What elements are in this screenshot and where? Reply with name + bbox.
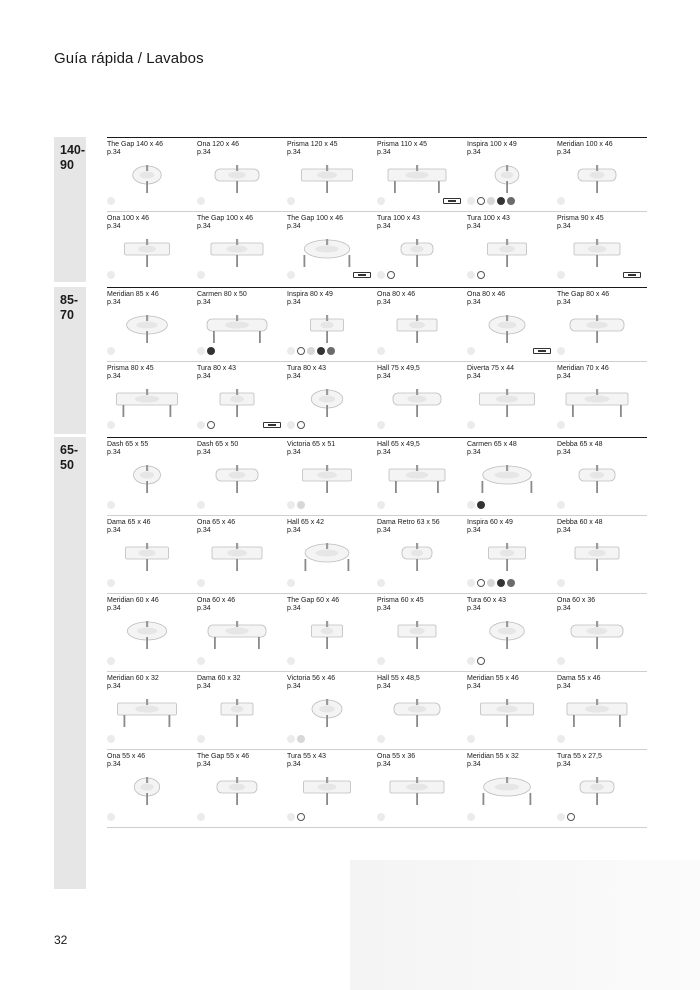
washbasin-image <box>467 615 547 660</box>
washbasin-item <box>377 137 467 211</box>
washbasin-name: Meridian 55 x 46 <box>467 675 519 682</box>
washbasin-image <box>377 383 457 428</box>
page-reference: p.34 <box>287 527 301 534</box>
washbasin-item <box>557 287 647 361</box>
washbasin-name: Meridian 85 x 46 <box>107 291 159 298</box>
page-reference: p.34 <box>557 683 571 690</box>
color-swatch <box>377 735 385 743</box>
washbasin-image <box>197 159 277 204</box>
feature-badge-icon <box>263 422 281 428</box>
color-swatch <box>497 197 505 205</box>
color-swatch <box>377 347 385 355</box>
washbasin-name: Inspira 80 x 49 <box>287 291 333 298</box>
washbasin-image <box>107 693 187 738</box>
washbasin-name: Hall 55 x 48,5 <box>377 675 420 682</box>
color-swatch <box>197 735 205 743</box>
washbasin-item <box>107 437 197 515</box>
color-swatch <box>467 579 475 587</box>
washbasin-item <box>197 671 287 749</box>
page-reference: p.34 <box>197 373 211 380</box>
washbasin-name: Ona 80 x 46 <box>377 291 416 298</box>
page-reference: p.34 <box>287 149 301 156</box>
page-reference: p.34 <box>107 605 121 612</box>
page-reference: p.34 <box>557 449 571 456</box>
washbasin-item <box>107 671 197 749</box>
washbasin-image <box>377 615 457 660</box>
washbasin-name: Hall 65 x 42 <box>287 519 324 526</box>
page-reference: p.34 <box>107 223 121 230</box>
washbasin-image <box>107 233 187 278</box>
color-swatch <box>327 347 335 355</box>
washbasin-item <box>197 137 287 211</box>
washbasin-image <box>287 693 367 738</box>
color-swatch <box>197 813 205 821</box>
washbasin-image <box>377 309 457 354</box>
washbasin-name: Ona 55 x 36 <box>377 753 416 760</box>
washbasin-item <box>377 749 467 827</box>
washbasin-item <box>287 287 377 361</box>
washbasin-name: Ona 120 x 46 <box>197 141 240 148</box>
washbasin-image <box>557 459 637 504</box>
color-swatch <box>557 657 565 665</box>
color-swatch <box>197 657 205 665</box>
color-swatch <box>107 271 115 279</box>
washbasin-item <box>197 593 287 671</box>
washbasin-name: Prisma 60 x 45 <box>377 597 424 604</box>
color-swatch <box>317 347 325 355</box>
color-swatch <box>287 501 295 509</box>
washbasin-name: Victoria 56 x 46 <box>287 675 336 682</box>
color-swatch <box>467 813 475 821</box>
washbasin-name: Tura 100 x 43 <box>467 215 510 222</box>
washbasin-item <box>197 211 287 285</box>
color-swatch <box>487 197 495 205</box>
washbasin-image <box>197 233 277 278</box>
page-reference: p.34 <box>467 605 481 612</box>
washbasin-item <box>467 287 557 361</box>
page-reference: p.34 <box>287 761 301 768</box>
page-reference: p.34 <box>377 449 391 456</box>
washbasin-item <box>377 287 467 361</box>
page-reference: p.34 <box>377 527 391 534</box>
color-swatch <box>507 579 515 587</box>
washbasin-item <box>467 437 557 515</box>
washbasin-name: Hall 75 x 49,5 <box>377 365 420 372</box>
page-reference: p.34 <box>557 149 571 156</box>
color-swatch <box>467 421 475 429</box>
washbasin-name: The Gap 80 x 46 <box>557 291 610 298</box>
color-swatch <box>107 579 115 587</box>
washbasin-name: Carmen 65 x 48 <box>467 441 517 448</box>
washbasin-name: Dama Retro 63 x 56 <box>377 519 440 526</box>
color-swatch <box>477 197 485 205</box>
color-swatch <box>107 735 115 743</box>
washbasin-name: Ona 60 x 36 <box>557 597 596 604</box>
page-reference: p.34 <box>557 605 571 612</box>
color-swatch <box>467 271 475 279</box>
color-swatch <box>107 501 115 509</box>
page-reference: p.34 <box>107 149 121 156</box>
color-swatch <box>197 197 205 205</box>
page-reference: p.34 <box>197 449 211 456</box>
color-swatch <box>197 271 205 279</box>
washbasin-name: Tura 60 x 43 <box>467 597 507 604</box>
page-reference: p.34 <box>197 605 211 612</box>
color-swatch <box>467 197 475 205</box>
washbasin-name: Inspira 60 x 49 <box>467 519 513 526</box>
washbasin-item <box>377 211 467 285</box>
washbasin-item <box>557 749 647 827</box>
washbasin-item <box>557 211 647 285</box>
color-swatch <box>297 813 305 821</box>
page-number: 32 <box>54 933 68 947</box>
washbasin-item <box>467 671 557 749</box>
color-swatch <box>557 501 565 509</box>
washbasin-item <box>557 515 647 593</box>
page-reference: p.34 <box>287 373 301 380</box>
color-swatch <box>287 735 295 743</box>
washbasin-item <box>467 211 557 285</box>
size-range-label: 140- 90 <box>54 137 86 282</box>
size-range-label: 65- 50 <box>54 437 86 889</box>
color-swatch <box>477 271 485 279</box>
washbasin-image <box>107 383 187 428</box>
washbasin-image <box>197 771 277 816</box>
washbasin-image <box>107 309 187 354</box>
washbasin-image <box>467 383 547 428</box>
washbasin-name: Ona 60 x 46 <box>197 597 236 604</box>
washbasin-item <box>107 211 197 285</box>
washbasin-image <box>107 615 187 660</box>
washbasin-image <box>197 615 277 660</box>
washbasin-item <box>377 671 467 749</box>
washbasin-image <box>557 615 637 660</box>
color-swatch <box>557 271 565 279</box>
washbasin-item <box>287 593 377 671</box>
washbasin-image <box>557 159 637 204</box>
page-reference: p.34 <box>107 449 121 456</box>
color-swatch <box>207 421 215 429</box>
page-reference: p.34 <box>557 527 571 534</box>
color-swatch <box>297 347 305 355</box>
page-reference: p.34 <box>107 299 121 306</box>
washbasin-image <box>377 537 457 582</box>
washbasin-name: Dash 65 x 55 <box>107 441 149 448</box>
page-reference: p.34 <box>287 683 301 690</box>
page-reference: p.34 <box>557 373 571 380</box>
washbasin-image <box>557 383 637 428</box>
feature-badge-icon <box>533 348 551 354</box>
color-swatch <box>307 347 315 355</box>
page-reference: p.34 <box>377 683 391 690</box>
washbasin-image <box>107 537 187 582</box>
washbasin-image <box>197 693 277 738</box>
washbasin-image <box>377 771 457 816</box>
page-reference: p.34 <box>287 299 301 306</box>
page-reference: p.34 <box>287 449 301 456</box>
washbasin-item <box>287 749 377 827</box>
page-reference: p.34 <box>377 373 391 380</box>
page-reference: p.34 <box>377 299 391 306</box>
washbasin-item <box>377 361 467 435</box>
washbasin-name: Hall 65 x 49,5 <box>377 441 420 448</box>
page-reference: p.34 <box>467 149 481 156</box>
color-swatch <box>107 813 115 821</box>
color-swatch <box>497 579 505 587</box>
page-reference: p.34 <box>107 683 121 690</box>
color-swatch <box>107 657 115 665</box>
color-swatch <box>197 347 205 355</box>
washbasin-name: Dama 60 x 32 <box>197 675 241 682</box>
washbasin-item <box>197 287 287 361</box>
page-reference: p.34 <box>377 761 391 768</box>
color-swatch <box>487 579 495 587</box>
page-reference: p.34 <box>107 373 121 380</box>
washbasin-item <box>107 593 197 671</box>
feature-badge-icon <box>443 198 461 204</box>
washbasin-item <box>377 593 467 671</box>
color-swatch <box>297 735 305 743</box>
page-reference: p.34 <box>467 223 481 230</box>
washbasin-image <box>467 537 547 582</box>
washbasin-image <box>287 459 367 504</box>
washbasin-item <box>557 137 647 211</box>
color-swatch <box>477 501 485 509</box>
washbasin-name: Tura 100 x 43 <box>377 215 420 222</box>
washbasin-name: Dash 65 x 50 <box>197 441 239 448</box>
washbasin-name: The Gap 100 x 46 <box>287 215 344 222</box>
color-swatch <box>557 579 565 587</box>
washbasin-name: Inspira 100 x 49 <box>467 141 517 148</box>
washbasin-name: Tura 55 x 43 <box>287 753 327 760</box>
washbasin-image <box>467 459 547 504</box>
washbasin-name: Tura 55 x 27,5 <box>557 753 602 760</box>
page-reference: p.34 <box>467 761 481 768</box>
washbasin-image <box>557 309 637 354</box>
color-swatch <box>287 813 295 821</box>
color-swatch <box>297 501 305 509</box>
washbasin-name: Meridian 60 x 32 <box>107 675 159 682</box>
color-swatch <box>287 657 295 665</box>
washbasin-image <box>287 537 367 582</box>
page-reference: p.34 <box>377 605 391 612</box>
washbasin-name: Meridian 55 x 32 <box>467 753 519 760</box>
washbasin-name: Ona 65 x 46 <box>197 519 236 526</box>
color-swatch <box>297 421 305 429</box>
washbasin-image <box>467 693 547 738</box>
washbasin-item <box>287 515 377 593</box>
page-reference: p.34 <box>197 761 211 768</box>
color-swatch <box>567 813 575 821</box>
page-reference: p.34 <box>377 149 391 156</box>
page-reference: p.34 <box>467 373 481 380</box>
color-swatch <box>287 197 295 205</box>
page-reference: p.34 <box>557 761 571 768</box>
washbasin-item <box>107 137 197 211</box>
page-reference: p.34 <box>377 223 391 230</box>
color-swatch <box>557 347 565 355</box>
washbasin-item <box>377 437 467 515</box>
washbasin-name: Meridian 60 x 46 <box>107 597 159 604</box>
page-reference: p.34 <box>197 299 211 306</box>
washbasin-item <box>287 671 377 749</box>
washbasin-name: Carmen 80 x 50 <box>197 291 247 298</box>
feature-badge-icon <box>623 272 641 278</box>
washbasin-name: Ona 55 x 46 <box>107 753 146 760</box>
washbasin-name: The Gap 100 x 46 <box>197 215 254 222</box>
washbasin-name: Tura 80 x 43 <box>287 365 327 372</box>
washbasin-name: Prisma 80 x 45 <box>107 365 154 372</box>
color-swatch <box>287 579 295 587</box>
washbasin-image <box>287 615 367 660</box>
page-reference: p.34 <box>467 683 481 690</box>
washbasin-image <box>287 159 367 204</box>
color-swatch <box>557 197 565 205</box>
washbasin-item <box>557 671 647 749</box>
washbasin-item <box>287 361 377 435</box>
page-reference: p.34 <box>197 683 211 690</box>
color-swatch <box>377 421 385 429</box>
page-reference: p.34 <box>197 527 211 534</box>
washbasin-item <box>197 437 287 515</box>
color-swatch <box>377 271 385 279</box>
color-swatch <box>107 347 115 355</box>
color-swatch <box>197 579 205 587</box>
color-swatch <box>377 813 385 821</box>
washbasin-item <box>107 749 197 827</box>
color-swatch <box>207 347 215 355</box>
washbasin-image <box>467 771 547 816</box>
washbasin-image <box>377 693 457 738</box>
washbasin-image <box>107 459 187 504</box>
washbasin-name: The Gap 140 x 46 <box>107 141 164 148</box>
washbasin-item <box>107 361 197 435</box>
washbasin-name: Dama 65 x 46 <box>107 519 151 526</box>
washbasin-image <box>197 459 277 504</box>
washbasin-item <box>467 137 557 211</box>
page-reference: p.34 <box>557 299 571 306</box>
washbasin-name: Meridian 100 x 46 <box>557 141 613 148</box>
page-reference: p.34 <box>197 149 211 156</box>
color-swatch <box>467 735 475 743</box>
washbasin-item <box>467 515 557 593</box>
feature-badge-icon <box>353 272 371 278</box>
page-reference: p.34 <box>557 223 571 230</box>
page-reference: p.34 <box>107 761 121 768</box>
color-swatch <box>377 197 385 205</box>
washbasin-item <box>107 287 197 361</box>
page-reference: p.34 <box>467 299 481 306</box>
washbasin-item <box>467 749 557 827</box>
washbasin-item <box>197 749 287 827</box>
color-swatch <box>507 197 515 205</box>
color-swatch <box>197 501 205 509</box>
washbasin-image <box>557 771 637 816</box>
washbasin-image <box>557 693 637 738</box>
color-swatch <box>477 579 485 587</box>
color-swatch <box>477 657 485 665</box>
color-swatch <box>287 271 295 279</box>
washbasin-name: Prisma 90 x 45 <box>557 215 604 222</box>
color-swatch <box>107 197 115 205</box>
washbasin-name: Prisma 110 x 45 <box>377 141 428 148</box>
washbasin-name: Ona 80 x 46 <box>467 291 506 298</box>
color-swatch <box>377 501 385 509</box>
washbasin-name: Dama 55 x 46 <box>557 675 601 682</box>
color-swatch <box>287 421 295 429</box>
color-swatch <box>287 347 295 355</box>
color-swatch <box>557 813 565 821</box>
color-swatch <box>557 735 565 743</box>
washbasin-image <box>287 771 367 816</box>
washbasin-item <box>197 515 287 593</box>
size-range-label: 85- 70 <box>54 287 86 434</box>
page-reference: p.34 <box>107 527 121 534</box>
washbasin-item <box>287 211 377 285</box>
color-swatch <box>467 501 475 509</box>
page-edge-shade <box>350 860 700 990</box>
page-reference: p.34 <box>287 605 301 612</box>
washbasin-item <box>197 361 287 435</box>
page-title: Guía rápida / Lavabos <box>54 50 204 67</box>
color-swatch <box>197 421 205 429</box>
color-swatch <box>467 347 475 355</box>
color-swatch <box>377 579 385 587</box>
washbasin-item <box>467 361 557 435</box>
washbasin-name: Debba 65 x 48 <box>557 441 603 448</box>
washbasin-item <box>377 515 467 593</box>
color-swatch <box>387 271 395 279</box>
washbasin-item <box>287 437 377 515</box>
row-divider <box>107 827 647 828</box>
washbasin-name: Tura 80 x 43 <box>197 365 237 372</box>
page-reference: p.34 <box>197 223 211 230</box>
washbasin-image <box>107 159 187 204</box>
washbasin-item <box>467 593 557 671</box>
color-swatch <box>467 657 475 665</box>
washbasin-name: Debba 60 x 48 <box>557 519 603 526</box>
color-swatch <box>377 657 385 665</box>
washbasin-image <box>377 459 457 504</box>
washbasin-name: The Gap 60 x 46 <box>287 597 340 604</box>
washbasin-item <box>557 361 647 435</box>
washbasin-name: The Gap 55 x 46 <box>197 753 250 760</box>
page-reference: p.34 <box>467 527 481 534</box>
page-reference: p.34 <box>467 449 481 456</box>
washbasin-item <box>287 137 377 211</box>
washbasin-image <box>557 537 637 582</box>
washbasin-name: Meridian 70 x 46 <box>557 365 609 372</box>
washbasin-name: Victoria 65 x 51 <box>287 441 336 448</box>
washbasin-image <box>197 537 277 582</box>
page-reference: p.34 <box>287 223 301 230</box>
color-swatch <box>557 421 565 429</box>
washbasin-item <box>557 593 647 671</box>
washbasin-name: Ona 100 x 46 <box>107 215 150 222</box>
color-swatch <box>107 421 115 429</box>
washbasin-item <box>557 437 647 515</box>
washbasin-name: Prisma 120 x 45 <box>287 141 338 148</box>
washbasin-item <box>107 515 197 593</box>
washbasin-image <box>107 771 187 816</box>
washbasin-name: Diverta 75 x 44 <box>467 365 515 372</box>
